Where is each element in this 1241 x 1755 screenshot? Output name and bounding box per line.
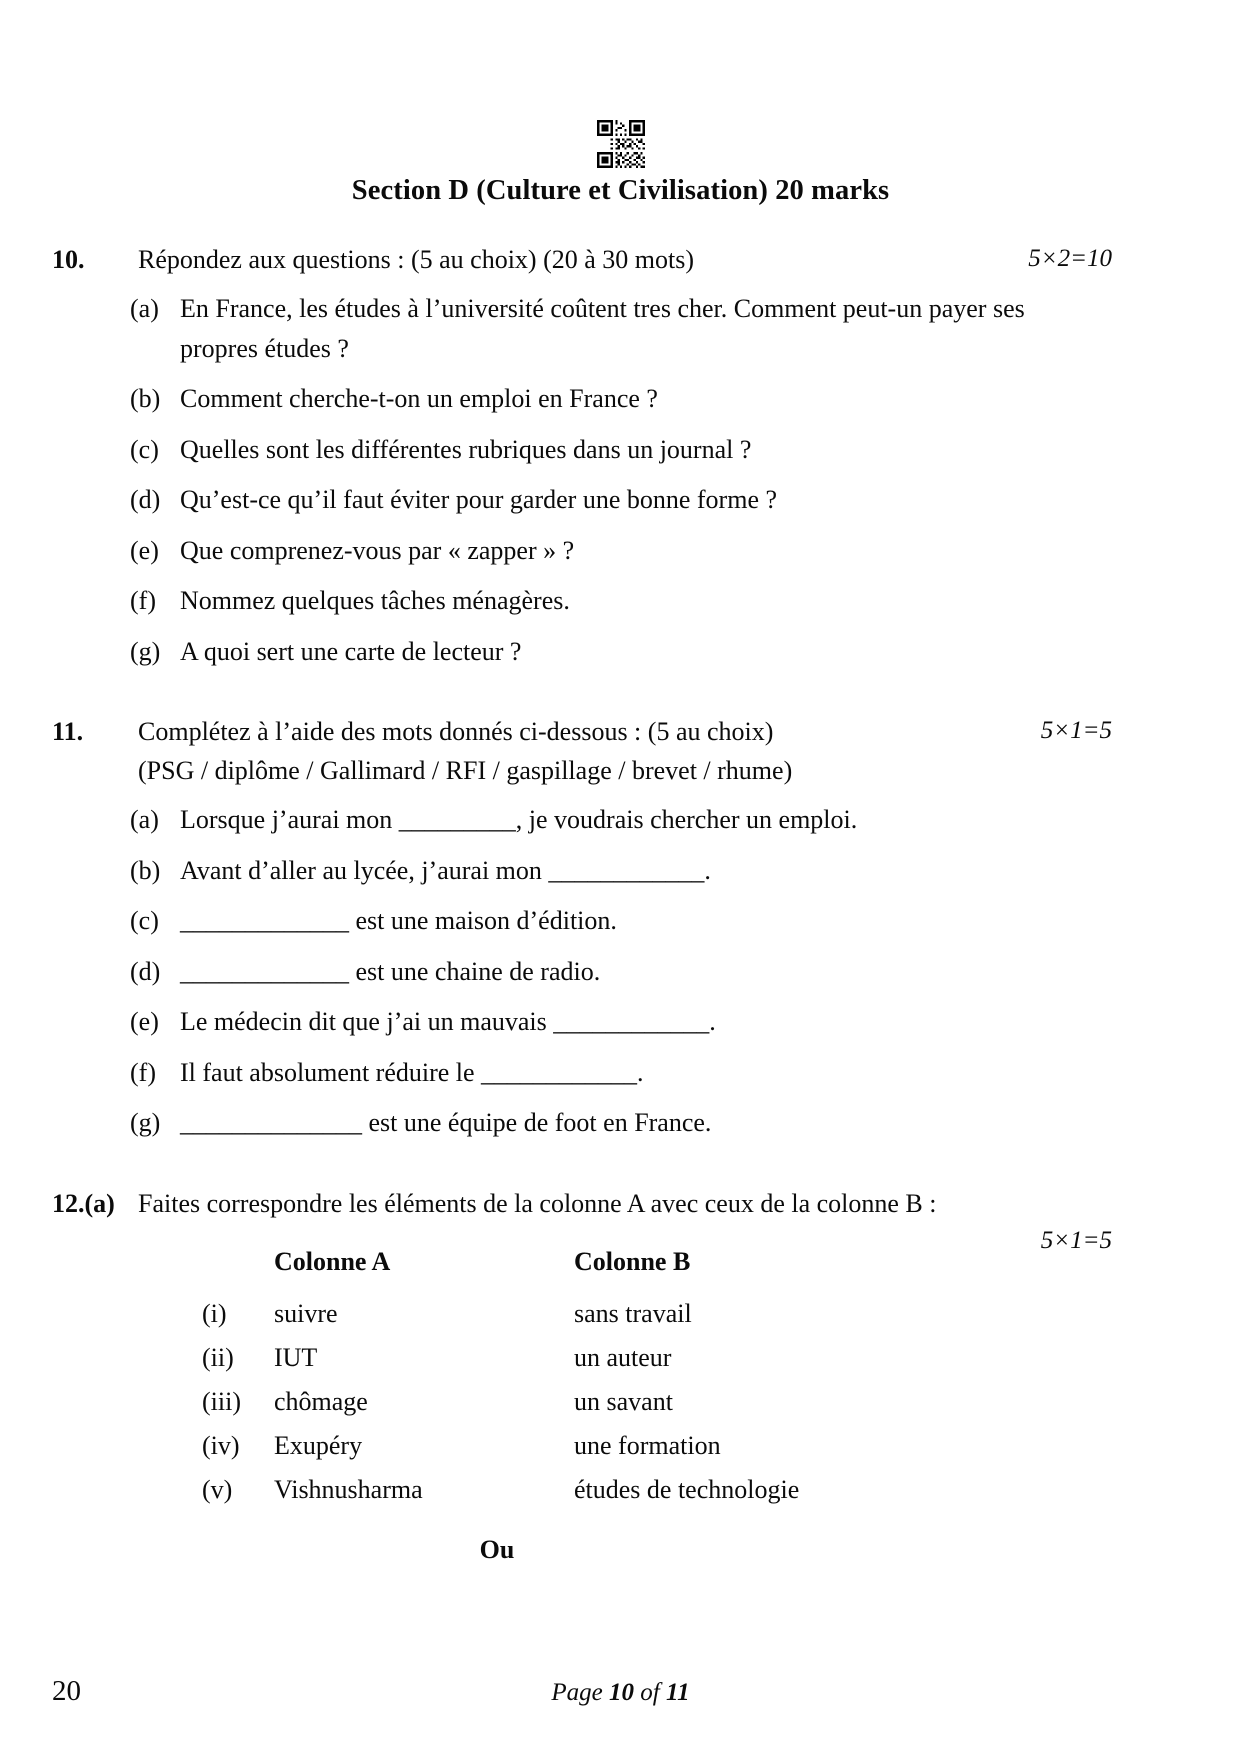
or-divider-label: Ou bbox=[479, 1534, 515, 1564]
question-10-items bbox=[52, 289, 1112, 671]
item-text: Que comprenez-vous par « zapper » ? bbox=[180, 535, 575, 565]
row-colonne-b: un auteur bbox=[574, 1342, 672, 1372]
list-item bbox=[52, 851, 1112, 891]
list-item bbox=[52, 1002, 1112, 1042]
item-text: Quelles sont les différentes rubriques dans un journal ? bbox=[180, 434, 752, 464]
qr-code-container bbox=[0, 120, 1241, 168]
table-row bbox=[202, 1475, 1112, 1505]
table-row bbox=[202, 1343, 1112, 1373]
item-label: (e) bbox=[130, 535, 159, 565]
question-12a-number: 12.(a) bbox=[52, 1188, 115, 1218]
item-label: (b) bbox=[130, 855, 161, 885]
row-index: (i) bbox=[202, 1298, 227, 1328]
item-label: (c) bbox=[130, 906, 159, 936]
table-header-row bbox=[202, 1247, 1112, 1277]
row-colonne-b: études de technologie bbox=[574, 1474, 800, 1504]
list-item bbox=[52, 901, 1112, 941]
spacer bbox=[52, 1154, 1112, 1184]
list-item bbox=[52, 952, 1112, 992]
list-item bbox=[52, 531, 1112, 571]
row-colonne-a: chômage bbox=[274, 1386, 368, 1416]
footer-page-total: 11 bbox=[665, 1679, 690, 1706]
item-label: (c) bbox=[130, 434, 159, 464]
row-colonne-a: suivre bbox=[274, 1298, 338, 1328]
footer-page-indicator bbox=[0, 1679, 1241, 1707]
list-item bbox=[52, 1053, 1112, 1093]
question-12a-marks: 5×1=5 bbox=[1040, 1226, 1112, 1254]
item-text: _____________ est une maison d’édition. bbox=[180, 906, 617, 936]
table-row bbox=[202, 1431, 1112, 1461]
question-12a-stem: Faites correspondre les éléments de la colonne A avec ceux de la colonne B : bbox=[138, 1188, 937, 1218]
row-index: (iii) bbox=[202, 1386, 241, 1416]
list-item bbox=[52, 289, 1112, 368]
item-label: (a) bbox=[130, 294, 159, 323]
qr-code-icon bbox=[597, 120, 645, 168]
row-colonne-b: un savant bbox=[574, 1386, 673, 1416]
question-10 bbox=[52, 240, 1112, 671]
item-text: Il faut absolument réduire le ____________. bbox=[180, 1057, 644, 1087]
row-colonne-a: Exupéry bbox=[274, 1430, 363, 1460]
section-title: Section D (Culture et Civilisation) 20 marks bbox=[351, 175, 890, 206]
item-label: (f) bbox=[130, 1057, 156, 1087]
table-row bbox=[202, 1299, 1112, 1329]
question-11-head bbox=[52, 712, 1112, 751]
item-label: (g) bbox=[130, 1108, 161, 1138]
footer-left-number: 20 bbox=[52, 1675, 81, 1707]
row-index: (iv) bbox=[202, 1430, 240, 1460]
row-colonne-b: une formation bbox=[574, 1430, 721, 1460]
item-text: Avant d’aller au lycée, j’aurai mon ____________. bbox=[180, 855, 711, 885]
row-index: (v) bbox=[202, 1474, 233, 1504]
item-text: Le médecin dit que j’ai un mauvais ____________. bbox=[180, 1007, 716, 1037]
item-label: (b) bbox=[130, 384, 161, 414]
page-footer bbox=[0, 1675, 1241, 1719]
list-item bbox=[52, 581, 1112, 621]
spacer bbox=[52, 682, 1112, 712]
question-12a bbox=[52, 1184, 1112, 1565]
question-11-wordbank: (PSG / diplôme / Gallimard / RFI / gaspillage / brevet / rhume) bbox=[138, 756, 793, 786]
question-10-marks: 5×2=10 bbox=[1028, 245, 1112, 272]
question-11-items bbox=[52, 800, 1112, 1143]
item-text: En France, les études à l’université coûtent tres cher. Comment peut-un payer ses propres études ? bbox=[180, 294, 1025, 363]
list-item bbox=[52, 480, 1112, 520]
list-item bbox=[52, 430, 1112, 470]
item-text: Qu’est-ce qu’il faut éviter pour garder une bonne forme ? bbox=[180, 485, 778, 515]
item-label: (f) bbox=[130, 586, 156, 616]
list-item bbox=[52, 800, 1112, 840]
question-11-stem: Complétez à l’aide des mots donnés ci-dessous : (5 au choix) bbox=[138, 717, 774, 747]
list-item bbox=[52, 632, 1112, 672]
table-header-colonne-b: Colonne B bbox=[574, 1246, 691, 1276]
question-11-marks: 5×1=5 bbox=[1040, 717, 1112, 745]
questions-container bbox=[52, 240, 1112, 1565]
question-12a-head bbox=[52, 1184, 1112, 1254]
table-row bbox=[202, 1387, 1112, 1417]
row-colonne-a: Vishnusharma bbox=[274, 1474, 423, 1504]
item-label: (e) bbox=[130, 1007, 159, 1037]
question-10-stem: Répondez aux questions : (5 au choix) (20 à 30 mots) bbox=[138, 245, 694, 274]
item-label: (d) bbox=[130, 485, 161, 515]
item-text: A quoi sert une carte de lecteur ? bbox=[180, 636, 522, 666]
footer-page-current: 10 bbox=[609, 1679, 635, 1706]
row-colonne-b: sans travail bbox=[574, 1298, 692, 1328]
list-item bbox=[52, 1103, 1112, 1143]
matching-table bbox=[202, 1247, 1112, 1505]
footer-page-prefix: Page bbox=[551, 1679, 610, 1706]
question-11-number: 11. bbox=[52, 717, 84, 747]
item-text: _____________ est une chaine de radio. bbox=[180, 956, 601, 986]
row-colonne-a: IUT bbox=[274, 1342, 318, 1372]
item-text: Comment cherche-t-on un emploi en France ? bbox=[180, 384, 658, 414]
question-10-head bbox=[52, 240, 1112, 279]
item-text: ______________ est une équipe de foot en France. bbox=[180, 1108, 712, 1138]
question-11 bbox=[52, 712, 1112, 1143]
question-10-number: 10. bbox=[52, 245, 85, 274]
item-label: (a) bbox=[130, 805, 159, 835]
footer-page-middle: of bbox=[634, 1679, 666, 1706]
item-label: (d) bbox=[130, 956, 161, 986]
row-index: (ii) bbox=[202, 1342, 234, 1372]
item-text: Nommez quelques tâches ménagères. bbox=[180, 586, 570, 616]
item-label: (g) bbox=[130, 636, 161, 666]
list-item bbox=[52, 379, 1112, 419]
table-header-colonne-a: Colonne A bbox=[274, 1246, 391, 1276]
item-text: Lorsque j’aurai mon _________, je voudrais chercher un emploi. bbox=[180, 805, 858, 835]
